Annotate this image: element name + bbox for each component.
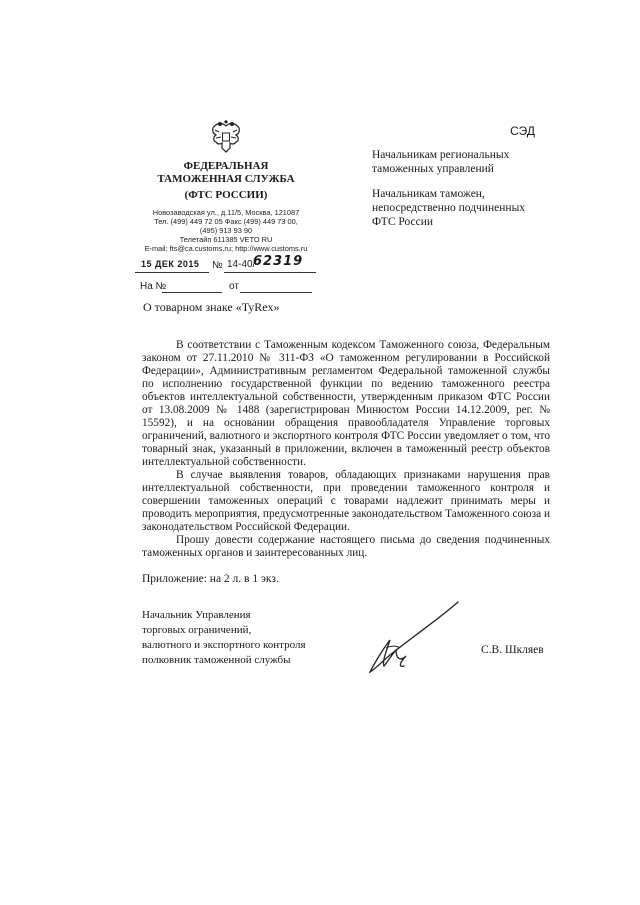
- phone-line: Тел. (499) 449 72 05 Факс (499) 449 73 00,: [154, 217, 298, 226]
- body-paragraph: В соответствии с Таможенным кодексом Таможенного союза, Федеральным законом от 27.11.2010 № 311-ФЗ «О таможенном регулировании в Российской Федерации», Административным регламентом Федеральной таможенной службы по исполнению государственной функции по ведению таможенного реестра объектов интеллектуальной собственности, утвержденным приказом ФТС России от 13.08.2009 № 1488 (зарегистрирован Минюстом России 14.12.2009, рег. № 15592), и на основании обращения правообладателя Управление торговых ограничений, валютного и экспортного контроля ФТС России уведомляет о том, что товарный знак, указанный в приложении, включен в таможенный реестр объектов интеллектуальной собственности.: [142, 339, 550, 468]
- recipient-line: Начальникам региональных: [372, 149, 510, 161]
- recipient-line: Начальникам таможен,: [372, 188, 485, 200]
- org-name-line2: ТАМОЖЕННАЯ СЛУЖБА: [157, 173, 295, 185]
- org-name-line1: ФЕДЕРАЛЬНАЯ: [183, 160, 269, 172]
- russian-coat-of-arms-icon: [210, 120, 242, 154]
- sed-mark: СЭД: [510, 124, 535, 138]
- letter-number: 14-40/: [227, 259, 256, 270]
- signer-block: [142, 608, 306, 668]
- number-label: №: [212, 260, 223, 271]
- recipient-line: таможенных управлений: [372, 163, 494, 175]
- body-paragraph: В случае выявления товаров, обладающих признаками нарушения прав интеллектуальной собственности, при проведении таможенного контроля и совершении таможенных операций с товарами надлежит принимать меры и проводить мероприятия, предусмотренные законодательством Таможенного союза и законодательством Российской Федерации.: [142, 469, 550, 533]
- handwritten-signature: [360, 600, 470, 675]
- recipient-line: ФТС России: [372, 216, 434, 228]
- address-line: Новозаводская ул., д.11/5, Москва, 121087: [152, 208, 300, 217]
- letter-subject: О товарном знаке «TyRex»: [143, 300, 280, 314]
- ref-label: На №: [140, 281, 167, 292]
- phone-line: (495) 913 93 90: [199, 226, 253, 235]
- email-line: E-mail: fts@ca.customs.ru; http://www.customs.ru: [144, 244, 308, 253]
- body-paragraph: Прошу довести содержание настоящего письма до сведения подчиненных таможенных органов и заинтересованных лиц.: [142, 534, 550, 559]
- letter-body: [142, 339, 550, 560]
- org-abbreviation: (ФТС РОССИИ): [184, 189, 268, 201]
- letter-date: 15 ДЕК 2015: [141, 259, 200, 269]
- signer-position: Начальник Управления: [142, 609, 251, 621]
- signer-rank: полковник таможенной службы: [142, 654, 291, 666]
- signer-name: С.В. Шкляев: [481, 644, 544, 656]
- signer-position: валютного и экспортного контроля: [142, 639, 306, 651]
- ref-from-label: от: [229, 281, 239, 292]
- attachment-note: Приложение: на 2 л. в 1 экз.: [142, 573, 279, 585]
- signer-position: торговых ограничений,: [142, 624, 252, 636]
- recipient-line: непосредственно подчиненных: [372, 202, 526, 214]
- handwritten-number: 62319: [253, 254, 304, 269]
- teletype-line: Телетайп 611385 VETO RU: [179, 235, 273, 244]
